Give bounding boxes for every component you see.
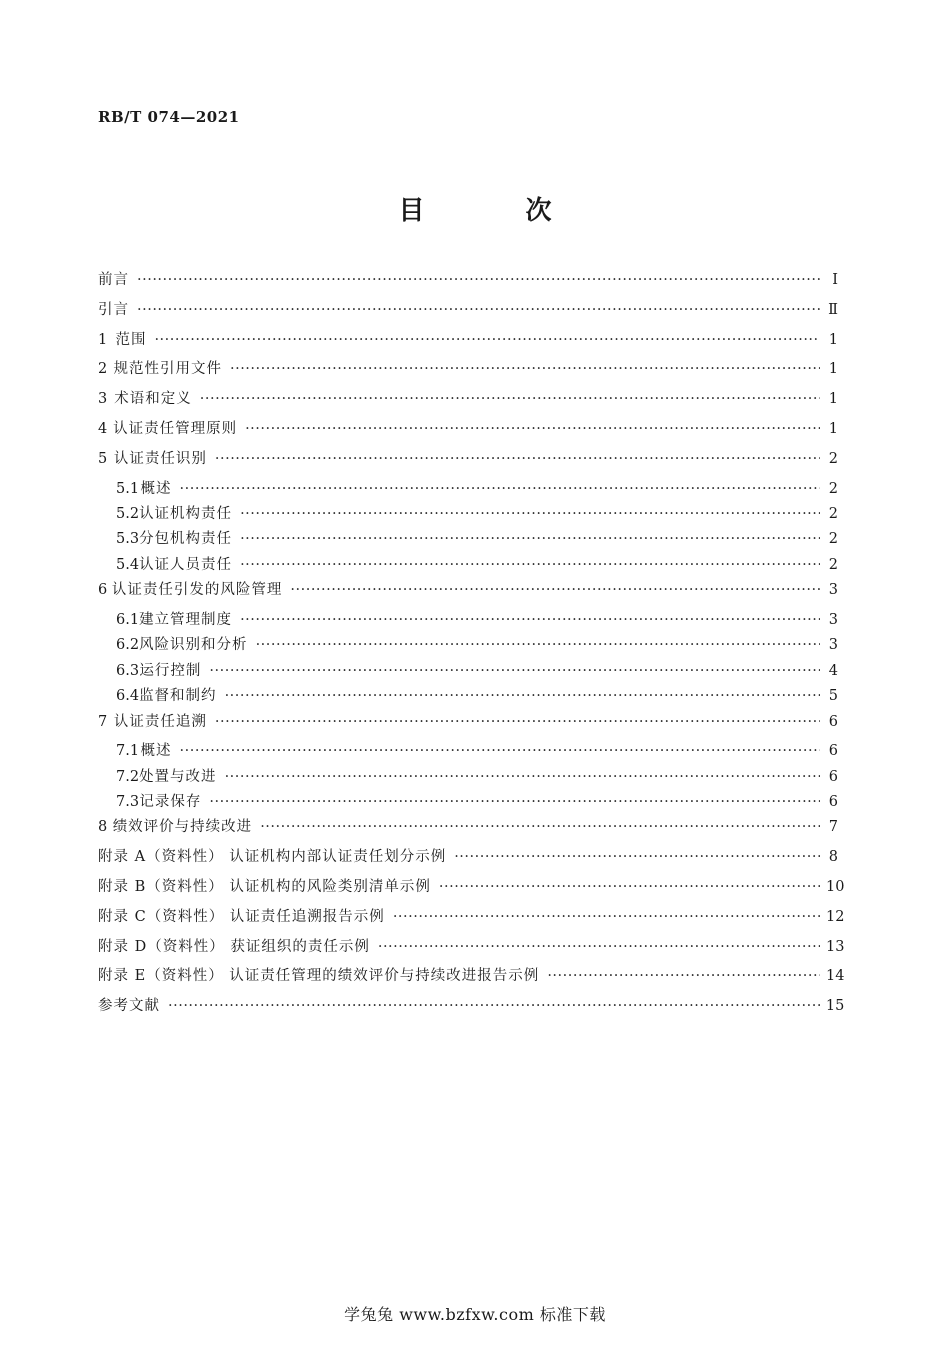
toc-entry[interactable]	[98, 684, 838, 709]
toc-entry[interactable]	[98, 739, 838, 764]
toc-entry-number: 7.3	[116, 794, 140, 811]
dot-leader	[240, 531, 820, 547]
toc-entry-label: 参考文献	[98, 998, 160, 1015]
toc-entry-page: 6	[828, 768, 838, 785]
toc-entry-label: 前言	[98, 272, 129, 288]
dot-leader	[137, 302, 820, 318]
table-of-contents	[98, 268, 845, 1024]
toc-entry-number: 4	[98, 420, 108, 437]
page-title: 目 次	[398, 196, 598, 226]
toc-entry[interactable]	[98, 790, 838, 815]
toc-entry[interactable]	[98, 935, 845, 965]
toc-entry[interactable]	[98, 298, 838, 328]
toc-entry-label: 分包机构责任	[139, 531, 233, 548]
toc-entry[interactable]	[98, 964, 845, 994]
toc-entry-number: 6.1	[116, 611, 140, 628]
toc-entry-page: Ⅰ	[832, 272, 838, 288]
toc-entry-number: 5.3	[116, 531, 140, 548]
toc-entry[interactable]	[98, 659, 838, 684]
toc-entry-page: Ⅱ	[828, 301, 838, 318]
toc-entry-label: 认证责任引发的风险管理	[111, 582, 283, 599]
toc-entry-label: 引言	[98, 301, 129, 318]
toc-entry[interactable]	[98, 268, 838, 298]
toc-entry-number: 5.1	[116, 480, 140, 497]
toc-entry[interactable]	[98, 447, 838, 477]
toc-entry-label: 附录 D（资料性） 获证组织的责任示例	[98, 938, 370, 955]
toc-entry-label: 运行控制	[139, 662, 202, 679]
toc-entry-number: 2	[98, 361, 108, 378]
dot-leader	[215, 451, 820, 467]
toc-entry-label: 处置与改进	[139, 768, 217, 785]
toc-entry[interactable]	[98, 905, 845, 935]
dot-leader	[168, 998, 820, 1014]
dot-leader	[154, 332, 820, 348]
toc-entry-label: 认证责任管理原则	[113, 420, 238, 437]
toc-entry[interactable]	[98, 387, 838, 417]
toc-entry-page: 6	[828, 713, 838, 730]
toc-entry-page: 3	[828, 582, 838, 599]
toc-entry-number: 7.1	[116, 743, 140, 760]
toc-entry-number: 7	[98, 713, 108, 730]
toc-entry-label: 建立管理制度	[139, 611, 233, 628]
dot-leader	[180, 743, 820, 759]
toc-entry[interactable]	[98, 477, 838, 502]
toc-entry-page: 2	[828, 556, 838, 573]
dot-leader	[256, 637, 820, 653]
toc-entry-page: 7	[828, 819, 838, 836]
toc-entry[interactable]	[98, 553, 838, 578]
toc-entry[interactable]	[98, 578, 838, 608]
toc-entry-number: 5.2	[116, 505, 140, 522]
dot-leader	[240, 612, 820, 628]
toc-entry-number: 6.3	[116, 662, 140, 679]
toc-entry[interactable]	[98, 357, 838, 387]
toc-entry-page: 1	[828, 361, 838, 378]
toc-entry-label: 术语和定义	[114, 391, 192, 408]
toc-entry-number: 7.2	[116, 768, 140, 785]
toc-entry-number: 6.4	[116, 688, 140, 705]
toc-entry-label: 附录 C（资料性） 认证责任追溯报告示例	[98, 908, 385, 925]
dot-leader	[439, 879, 820, 895]
toc-entry-number: 6	[98, 582, 108, 599]
toc-entry-label: 记录保存	[139, 794, 202, 811]
dot-leader	[137, 272, 820, 288]
dot-leader	[230, 361, 820, 377]
toc-entry-label: 附录 B（资料性） 认证机构的风险类别清单示例	[98, 879, 431, 896]
toc-entry[interactable]	[98, 502, 838, 527]
toc-entry-page: 2	[828, 450, 838, 467]
dot-leader	[225, 769, 820, 785]
toc-entry-page: 13	[826, 938, 845, 955]
toc-entry-page: 4	[828, 662, 838, 679]
toc-entry-label: 概述	[140, 743, 172, 760]
toc-entry-page: 1	[828, 420, 838, 437]
toc-entry-number: 5.4	[116, 556, 140, 573]
dot-leader	[225, 688, 820, 704]
toc-entry-label: 风险识别和分析	[139, 637, 248, 654]
toc-entry-page: 3	[828, 611, 838, 628]
toc-entry-label: 绩效评价与持续改进	[112, 819, 253, 836]
toc-entry-page: 2	[828, 505, 838, 522]
toc-entry-page: 14	[826, 968, 845, 985]
dot-leader	[454, 849, 820, 865]
dot-leader	[209, 663, 820, 679]
toc-entry[interactable]	[98, 765, 838, 790]
toc-entry-label: 认证责任追溯	[113, 713, 207, 730]
toc-entry-label: 认证人员责任	[139, 556, 233, 573]
toc-entry-number: 1	[98, 331, 108, 348]
dot-leader	[290, 582, 820, 598]
toc-entry-page: 3	[828, 637, 838, 654]
dot-leader	[209, 794, 820, 810]
toc-entry-page: 2	[828, 531, 838, 548]
toc-entry-page: 1	[828, 391, 838, 408]
toc-entry-page: 6	[828, 743, 838, 760]
toc-entry[interactable]	[98, 710, 838, 740]
toc-entry[interactable]	[98, 328, 838, 358]
dot-leader	[378, 939, 820, 955]
toc-entry-number: 6.2	[116, 637, 140, 654]
dot-leader	[260, 819, 820, 835]
toc-entry[interactable]	[98, 417, 838, 447]
dot-leader	[245, 421, 820, 437]
toc-entry-page: 6	[828, 794, 838, 811]
toc-entry-label: 认证责任识别	[113, 450, 207, 467]
toc-entry-label: 监督和制约	[139, 688, 217, 705]
toc-entry-label: 规范性引用文件	[113, 361, 222, 378]
dot-leader	[180, 481, 820, 497]
toc-entry-label: 附录 A（资料性） 认证机构内部认证责任划分示例	[98, 849, 447, 866]
toc-entry-page: 2	[828, 480, 838, 497]
toc-entry[interactable]	[98, 608, 838, 633]
toc-entry[interactable]	[98, 815, 838, 845]
dot-leader	[393, 909, 820, 925]
toc-entry[interactable]	[98, 633, 838, 658]
toc-entry-label: 概述	[140, 480, 172, 497]
toc-entry-label: 认证机构责任	[139, 505, 233, 522]
toc-entry-number: 5	[98, 450, 108, 467]
toc-entry-label: 附录 E（资料性） 认证责任管理的绩效评价与持续改进报告示例	[98, 968, 540, 985]
toc-entry[interactable]	[98, 527, 838, 552]
toc-entry-page: 15	[825, 998, 845, 1015]
toc-entry-page: 5	[828, 688, 838, 705]
document-code: RB/T 074—2021	[98, 108, 240, 126]
footer-watermark: 学兔兔 www.bzfxw.com 标准下载	[344, 1305, 606, 1324]
toc-entry-number: 8	[98, 819, 108, 836]
toc-entry-label: 范围	[115, 331, 147, 348]
toc-entry[interactable]	[98, 845, 838, 875]
dot-leader	[240, 506, 820, 522]
toc-entry-page: 8	[828, 849, 838, 866]
dot-leader	[215, 714, 820, 730]
toc-entry-number: 3	[98, 391, 108, 408]
toc-entry-page: 12	[826, 908, 845, 925]
toc-entry[interactable]	[98, 875, 845, 905]
toc-entry-page: 1	[828, 331, 838, 348]
dot-leader	[240, 557, 820, 573]
toc-entry-page: 10	[826, 879, 845, 896]
toc-entry[interactable]	[98, 994, 845, 1024]
dot-leader	[547, 968, 820, 984]
dot-leader	[200, 391, 820, 407]
